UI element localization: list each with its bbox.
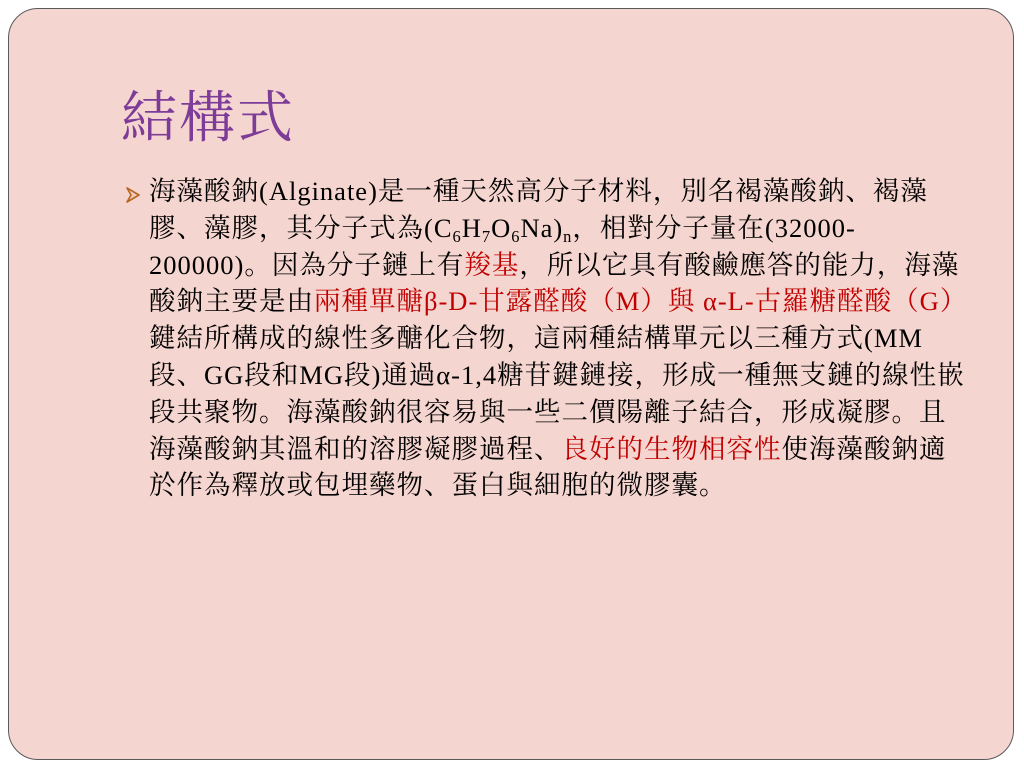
text-segment: 鍵結所構成的線性多醣化合物，這兩種結構單元以三種方式(MM段、GG段和MG段)通過α-1,4糖苷鍵鏈接，形成一種無支鏈的線性嵌段共聚物。海藻酸鈉很容易與一些二價陽離子結合，形成凝膠。且海藻酸鈉其溫和的溶膠凝膠過程、: [149, 323, 965, 464]
text-segment: ，相對分子量在(32000-200000)。因為分子鏈上有: [149, 212, 856, 280]
highlight-monosaccharides: 兩種單醣β-D-甘露醛酸（M）與 α-L-古羅糖醛酸（G）: [314, 286, 968, 317]
text-segment: 海藻酸鈉(Alginate)是一種天然高分子材料，別名褐藻酸鈉、褐藻膠、藻膠，其分子式為(C: [149, 176, 928, 243]
subscript: n: [563, 226, 573, 246]
highlight-carboxyl: 羧基: [464, 249, 520, 280]
slide-title: 結構式: [121, 86, 295, 151]
text-segment: H: [461, 212, 482, 243]
arrow-bullet-icon: [125, 173, 149, 203]
subscript: 6: [511, 226, 521, 246]
highlight-biocompatibility: 良好的生物相容性: [561, 433, 782, 464]
subscript: 6: [452, 226, 462, 246]
text-segment: 使海藻酸鈉適於作為釋放或包埋藥物、蛋白與細胞的微膠囊。: [149, 433, 947, 501]
text-segment: ，所以它具有酸鹼應答的能力，海藻酸鈉主要是由: [149, 249, 960, 317]
bullet-paragraph: [149, 173, 969, 504]
bullet-item: [125, 173, 985, 504]
slide: [8, 8, 1014, 760]
subscript: 7: [481, 226, 492, 246]
text-segment: O: [491, 212, 512, 243]
text-segment: Na): [520, 212, 564, 243]
